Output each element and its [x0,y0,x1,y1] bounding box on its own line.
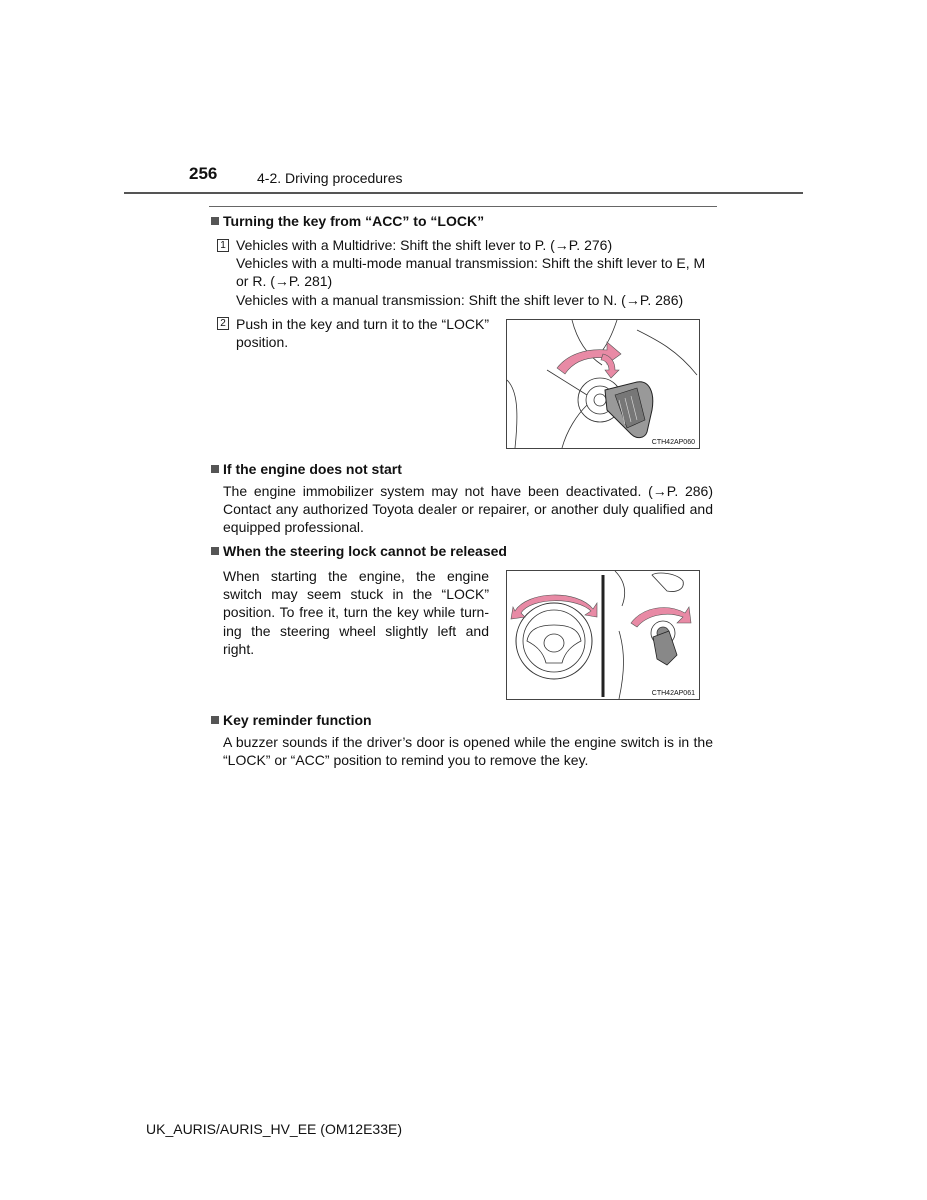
heading-steering-lock [211,543,507,559]
step-1-text [236,236,726,309]
square-bullet-icon [211,716,219,724]
heading-acc-lock-text: Turning the key from “ACC” to “LOCK” [223,213,485,229]
steering-lock-text: When starting the engine, the engine switch may seem stuck in the “LOCK” position. To free it, turn the key while turning the steering wheel slightly left and right. [223,568,489,657]
header-rule [124,192,803,194]
page-number: 256 [189,164,218,183]
key-reminder-text: A buzzer sounds if the driver’s door is opened while the engine switch is in the “LOCK” or “ACC” position to remind you to remove the key. [223,734,713,769]
step-1-line-2: Vehicles with a multi-mode manual transmission: Shift the shift lever to E, M [236,255,706,272]
steering-wheel-illustration [507,571,699,699]
figure-key-ignition [506,319,700,449]
key-ignition-illustration [507,320,699,448]
step-2-text: Push in the key and turn it to the “LOCK” position. [236,316,489,351]
square-bullet-icon [211,217,219,225]
figure-steering-wheel [506,570,700,700]
heading-steering-lock-text: When the steering lock cannot be released [223,543,507,559]
step-2-badge: 2 [217,317,229,330]
section-title: 4-2. Driving procedures [257,170,403,186]
figure-code-2: CTH42AP061 [651,690,695,697]
heading-engine-not-start [211,461,402,477]
step-1-badge: 1 [217,239,229,252]
square-bullet-icon [211,465,219,473]
step-1-line-4: Vehicles with a manual transmission: Shift the shift lever to N. (→P. 286) [236,291,684,308]
figure-code-1: CTH42AP060 [651,439,695,446]
heading-key-reminder-text: Key reminder function [223,712,372,728]
heading-acc-lock [211,213,484,229]
square-bullet-icon [211,547,219,555]
engine-not-start-text: The engine immobilizer system may not have been deactivated. (→P. 286) Contact any authorized Toyota dealer or repairer, or another duly qualified and equipped professional. [223,483,713,536]
section-rule [209,206,717,207]
step-1-line-3: or R. (→P. 281) [236,273,333,290]
heading-key-reminder [211,712,372,728]
heading-engine-not-start-text: If the engine does not start [223,461,402,477]
step-1-line-1: Vehicles with a Multidrive: Shift the shift lever to P. (→P. 276) [236,237,613,253]
footer-text: UK_AURIS/AURIS_HV_EE (OM12E33E) [146,1121,402,1137]
